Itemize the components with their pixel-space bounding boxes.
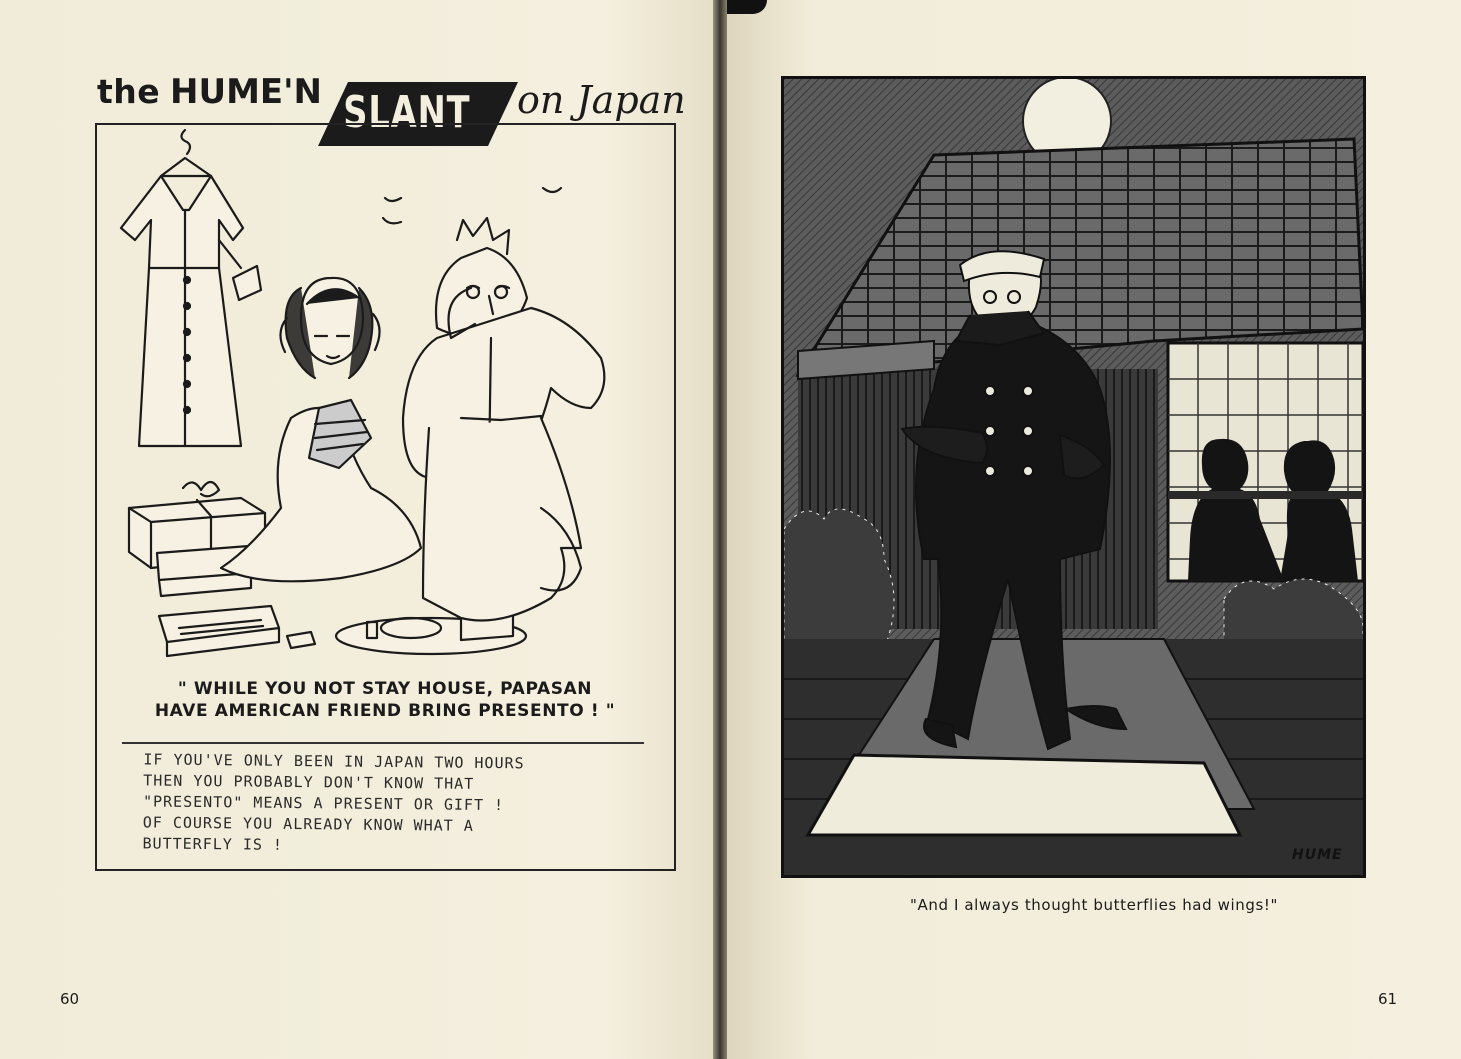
dress-icon (121, 176, 243, 446)
stepping-stone (808, 755, 1240, 835)
page-number-right: 61 (1378, 990, 1398, 1008)
hanger-icon (161, 130, 211, 176)
right-cartoon-caption: "And I always thought butterflies had wings!" (910, 896, 1278, 914)
header-the: the (97, 72, 161, 111)
header-on-japan: on Japan (517, 78, 686, 122)
artist-signature: HUME (1292, 847, 1343, 863)
header-slant: SLANT (343, 87, 471, 138)
book-spine (713, 0, 727, 1059)
divider (122, 742, 644, 744)
page-number-left: 60 (60, 990, 80, 1008)
price-tag-icon (219, 240, 261, 300)
handwritten-note: IF YOU'VE ONLY BEEN IN JAPAN TWO HOURS THEN YOU PROBABLY DON'T KNOW THAT "PRESENTO" MEANS A PRESENT OR GIFT ! OF COURSE YOU ALREADY KNOW WHAT A BUTTERFLY IS ! (142, 750, 525, 854)
cartoon-caption: " WHILE YOU NOT STAY HOUSE, PAPASAN HAVE AMERICAN FRIEND BRING PRESENTO ! " (154, 679, 616, 721)
left-cartoon-illustration (101, 128, 671, 673)
cigarette-pack-icon (287, 632, 315, 648)
right-cartoon-illustration (784, 79, 1363, 875)
right-cartoon-frame (781, 76, 1366, 878)
header-hume-n: HUME'N (170, 72, 322, 112)
